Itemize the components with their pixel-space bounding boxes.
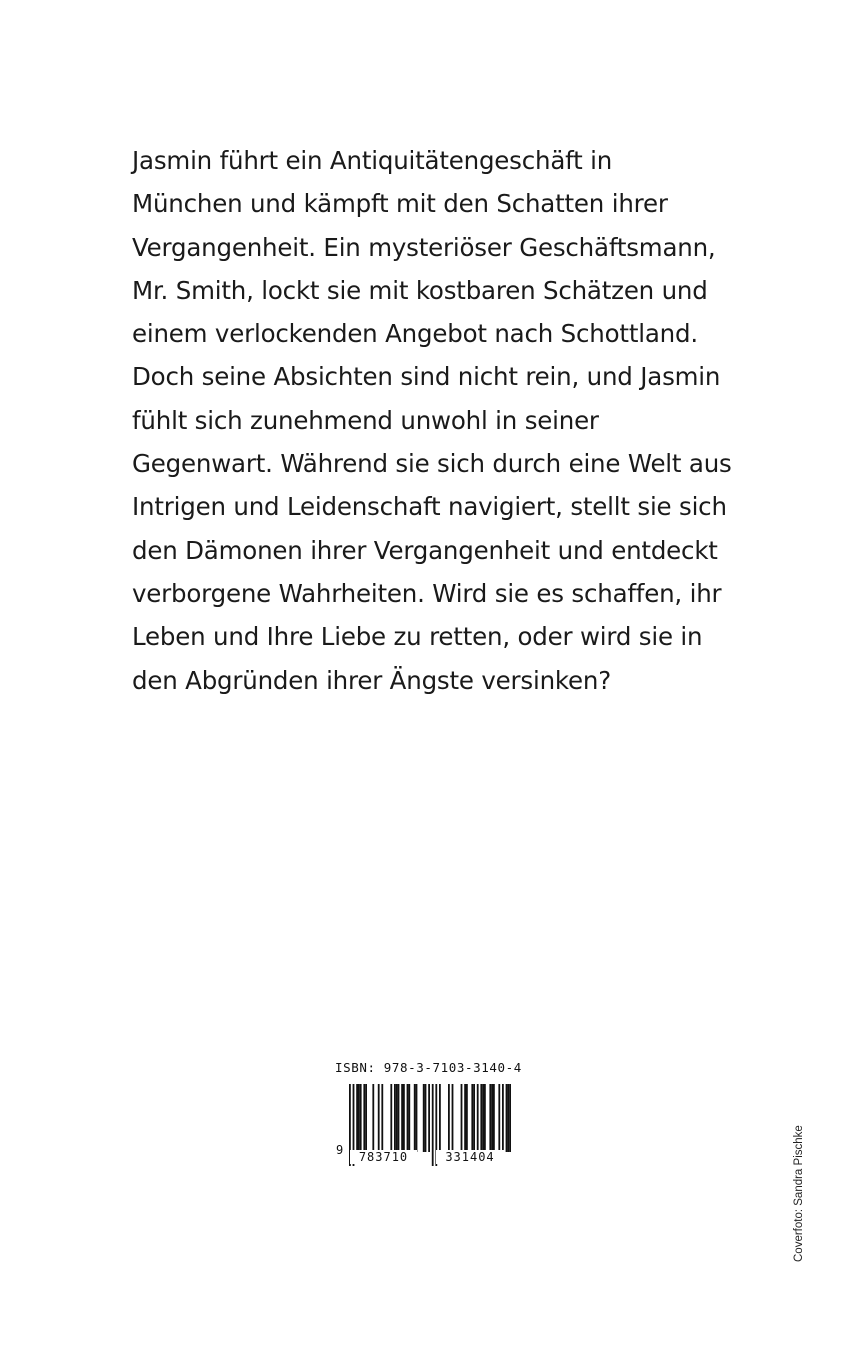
barcode-bar: [498, 1084, 500, 1152]
barcode-bar: [506, 1084, 508, 1152]
barcode-bar: [394, 1084, 396, 1152]
blurb-line: einem verlockenden Angebot nach Schottland.: [132, 319, 698, 349]
barcode-bar: [423, 1084, 425, 1152]
blurb-line: Gegenwart. Während sie sich durch eine Welt aus: [132, 449, 732, 479]
blurb-line: den Dämonen ihrer Vergangenheit und entdeckt: [132, 535, 718, 565]
blurb-line: Leben und Ihre Liebe zu retten, oder wird sie in: [132, 622, 703, 652]
blurb-line: Mr. Smith, lockt sie mit kostbaren Schätzen und: [132, 275, 708, 305]
barcode-bar: [439, 1084, 441, 1152]
barcode-bar: [491, 1084, 493, 1152]
barcode-bar: [372, 1084, 374, 1152]
barcode-bar: [398, 1084, 400, 1152]
barcode-bar: [381, 1084, 383, 1152]
barcode-bar: [425, 1084, 427, 1152]
barcode-bar: [489, 1084, 491, 1152]
barcode-bar: [428, 1084, 430, 1152]
isbn-label: ISBN: 978-3-7103-3140-4: [335, 1060, 522, 1075]
barcode-bar: [378, 1084, 380, 1152]
barcode-bar: [493, 1084, 495, 1152]
barcode-bar: [471, 1084, 473, 1152]
barcode-bar: [408, 1084, 410, 1152]
barcode-bar: [390, 1084, 392, 1152]
blurb-line: Vergangenheit. Ein mysteriöser Geschäftsmann,: [132, 232, 716, 262]
barcode-lead-digit: 9: [336, 1143, 344, 1157]
barcode-right-digits: 331404: [436, 1150, 504, 1164]
blurb-line: Doch seine Absichten sind nicht rein, und Jasmin: [132, 362, 721, 392]
barcode-bar: [473, 1084, 475, 1152]
barcode-bar: [407, 1084, 409, 1152]
barcode-bar: [365, 1084, 367, 1152]
barcode-bar: [466, 1084, 468, 1152]
barcode-bar: [509, 1084, 511, 1152]
barcode-bar: [477, 1084, 479, 1152]
barcode-bar: [363, 1084, 365, 1152]
barcode-bar: [401, 1084, 403, 1152]
blurb-line: fühlt sich zunehmend unwohl in seiner: [132, 405, 599, 435]
blurb-line: Intrigen und Leidenschaft navigiert, stellt sie sich: [132, 492, 727, 522]
barcode-bar: [464, 1084, 466, 1152]
blurb-line: verborgene Wahrheiten. Wird sie es schaffen, ihr: [132, 578, 722, 608]
blurb-line: Jasmin führt ein Antiquitätengeschäft in: [132, 146, 613, 175]
barcode-bar: [482, 1084, 484, 1152]
barcode-bar: [403, 1084, 405, 1152]
back-cover-blurb: [132, 139, 732, 702]
barcode-bar: [461, 1084, 463, 1152]
barcode-bar: [356, 1084, 358, 1152]
barcode-bar: [414, 1084, 416, 1152]
barcode-bar: [502, 1084, 504, 1152]
barcode-bar: [360, 1084, 362, 1152]
blurb-line: München und kämpft mit den Schatten ihrer: [132, 189, 668, 219]
barcode-bar: [416, 1084, 418, 1152]
barcode-bar: [507, 1084, 509, 1152]
barcode-bar: [396, 1084, 398, 1152]
barcode-bar: [452, 1084, 454, 1152]
barcode-left-digits: 783710: [350, 1150, 417, 1164]
cover-photo-credit: Coverfoto: Sandra Pischke: [793, 1125, 805, 1262]
blurb-line: den Abgründen ihrer Ängste versinken?: [132, 665, 612, 695]
barcode-bar: [480, 1084, 482, 1152]
barcode-bar: [484, 1084, 486, 1152]
barcode-bar: [448, 1084, 450, 1152]
barcode-bar: [358, 1084, 360, 1152]
ean-barcode: [334, 1080, 514, 1176]
barcode-guard-bar: [432, 1084, 434, 1166]
